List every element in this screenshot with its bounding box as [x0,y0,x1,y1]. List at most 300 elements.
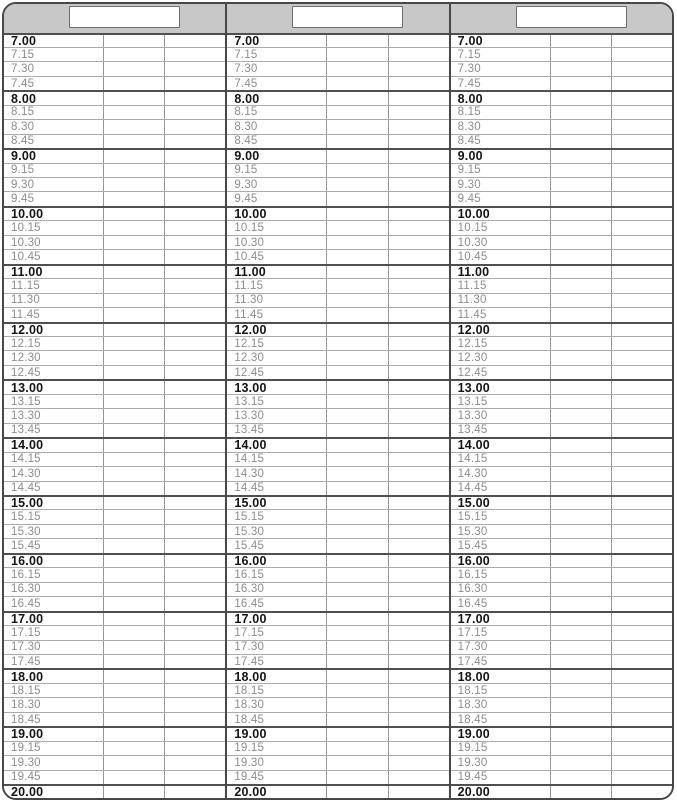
note-cell[interactable] [388,35,449,47]
note-cell[interactable] [326,35,387,47]
note-cell[interactable] [164,351,225,364]
note-cell[interactable] [611,539,672,552]
note-cell[interactable] [388,62,449,75]
note-cell[interactable] [388,208,449,220]
note-cell[interactable] [103,670,164,682]
note-cell[interactable] [326,106,387,119]
day-title-input[interactable] [292,6,403,28]
note-cell[interactable] [388,236,449,249]
note-cell[interactable] [326,92,387,104]
note-cell[interactable] [550,178,611,191]
note-cell[interactable] [103,525,164,538]
note-cell[interactable] [550,48,611,61]
note-cell[interactable] [388,510,449,523]
note-cell[interactable] [550,655,611,668]
note-cell[interactable] [550,728,611,740]
note-cell[interactable] [611,135,672,148]
note-cell[interactable] [550,279,611,292]
note-cell[interactable] [388,439,449,451]
note-cell[interactable] [550,120,611,133]
note-cell[interactable] [326,221,387,234]
note-cell[interactable] [611,62,672,75]
note-cell[interactable] [550,35,611,47]
note-cell[interactable] [326,120,387,133]
note-cell[interactable] [550,742,611,755]
note-cell[interactable] [326,742,387,755]
note-cell[interactable] [611,308,672,321]
note-cell[interactable] [611,221,672,234]
note-cell[interactable] [388,395,449,408]
note-cell[interactable] [164,35,225,47]
note-cell[interactable] [550,395,611,408]
note-cell[interactable] [388,337,449,350]
note-cell[interactable] [326,164,387,177]
note-cell[interactable] [388,453,449,466]
note-cell[interactable] [326,626,387,639]
note-cell[interactable] [611,756,672,769]
note-cell[interactable] [103,613,164,625]
note-cell[interactable] [611,120,672,133]
note-cell[interactable] [326,756,387,769]
note-cell[interactable] [164,568,225,581]
note-cell[interactable] [388,670,449,682]
note-cell[interactable] [550,626,611,639]
note-cell[interactable] [388,467,449,480]
note-cell[interactable] [388,279,449,292]
note-cell[interactable] [326,424,387,437]
note-cell[interactable] [164,525,225,538]
note-cell[interactable] [611,684,672,697]
note-cell[interactable] [164,135,225,148]
note-cell[interactable] [550,409,611,422]
note-cell[interactable] [611,626,672,639]
note-cell[interactable] [103,337,164,350]
note-cell[interactable] [611,337,672,350]
note-cell[interactable] [326,337,387,350]
note-cell[interactable] [611,324,672,336]
note-cell[interactable] [103,62,164,75]
note-cell[interactable] [611,192,672,205]
note-cell[interactable] [550,555,611,567]
note-cell[interactable] [103,568,164,581]
note-cell[interactable] [103,35,164,47]
note-cell[interactable] [550,164,611,177]
note-cell[interactable] [326,497,387,509]
note-cell[interactable] [103,366,164,379]
note-cell[interactable] [388,684,449,697]
note-cell[interactable] [164,192,225,205]
note-cell[interactable] [103,497,164,509]
note-cell[interactable] [611,728,672,740]
note-cell[interactable] [103,424,164,437]
note-cell[interactable] [388,48,449,61]
note-cell[interactable] [611,381,672,393]
note-cell[interactable] [164,279,225,292]
note-cell[interactable] [326,48,387,61]
note-cell[interactable] [103,641,164,654]
note-cell[interactable] [550,236,611,249]
note-cell[interactable] [611,266,672,278]
note-cell[interactable] [103,756,164,769]
note-cell[interactable] [326,539,387,552]
note-cell[interactable] [326,395,387,408]
note-cell[interactable] [326,698,387,711]
note-cell[interactable] [611,467,672,480]
note-cell[interactable] [164,164,225,177]
note-cell[interactable] [388,150,449,162]
note-cell[interactable] [326,613,387,625]
note-cell[interactable] [611,178,672,191]
note-cell[interactable] [550,62,611,75]
note-cell[interactable] [550,568,611,581]
note-cell[interactable] [388,409,449,422]
note-cell[interactable] [164,742,225,755]
note-cell[interactable] [388,698,449,711]
note-cell[interactable] [388,626,449,639]
note-cell[interactable] [164,482,225,495]
note-cell[interactable] [103,684,164,697]
note-cell[interactable] [164,62,225,75]
note-cell[interactable] [164,453,225,466]
note-cell[interactable] [388,568,449,581]
note-cell[interactable] [388,728,449,740]
note-cell[interactable] [550,439,611,451]
note-cell[interactable] [326,351,387,364]
note-cell[interactable] [550,713,611,726]
note-cell[interactable] [388,424,449,437]
note-cell[interactable] [550,366,611,379]
day-title-input[interactable] [69,6,180,28]
note-cell[interactable] [611,497,672,509]
note-cell[interactable] [388,294,449,307]
note-cell[interactable] [611,555,672,567]
note-cell[interactable] [611,208,672,220]
note-cell[interactable] [326,236,387,249]
note-cell[interactable] [164,684,225,697]
note-cell[interactable] [550,221,611,234]
note-cell[interactable] [550,150,611,162]
note-cell[interactable] [164,497,225,509]
note-cell[interactable] [550,583,611,596]
note-cell[interactable] [550,497,611,509]
note-cell[interactable] [326,266,387,278]
note-cell[interactable] [550,294,611,307]
note-cell[interactable] [550,698,611,711]
note-cell[interactable] [103,150,164,162]
note-cell[interactable] [326,279,387,292]
note-cell[interactable] [103,539,164,552]
note-cell[interactable] [611,613,672,625]
note-cell[interactable] [388,308,449,321]
note-cell[interactable] [326,670,387,682]
note-cell[interactable] [103,250,164,263]
note-cell[interactable] [164,236,225,249]
note-cell[interactable] [326,324,387,336]
note-cell[interactable] [326,597,387,610]
note-cell[interactable] [388,92,449,104]
note-cell[interactable] [611,713,672,726]
note-cell[interactable] [164,308,225,321]
note-cell[interactable] [164,178,225,191]
note-cell[interactable] [550,786,611,798]
note-cell[interactable] [326,308,387,321]
note-cell[interactable] [550,106,611,119]
note-cell[interactable] [326,366,387,379]
note-cell[interactable] [611,48,672,61]
note-cell[interactable] [164,597,225,610]
note-cell[interactable] [326,250,387,263]
note-cell[interactable] [388,77,449,90]
note-cell[interactable] [164,120,225,133]
note-cell[interactable] [611,77,672,90]
note-cell[interactable] [326,381,387,393]
note-cell[interactable] [326,439,387,451]
note-cell[interactable] [164,48,225,61]
note-cell[interactable] [388,120,449,133]
note-cell[interactable] [326,467,387,480]
note-cell[interactable] [103,351,164,364]
note-cell[interactable] [611,164,672,177]
note-cell[interactable] [550,771,611,784]
note-cell[interactable] [550,467,611,480]
note-cell[interactable] [103,106,164,119]
note-cell[interactable] [164,439,225,451]
note-cell[interactable] [103,279,164,292]
note-cell[interactable] [550,510,611,523]
note-cell[interactable] [326,568,387,581]
note-cell[interactable] [388,221,449,234]
note-cell[interactable] [103,698,164,711]
note-cell[interactable] [611,670,672,682]
note-cell[interactable] [164,324,225,336]
note-cell[interactable] [550,250,611,263]
note-cell[interactable] [611,409,672,422]
note-cell[interactable] [550,613,611,625]
note-cell[interactable] [388,713,449,726]
note-cell[interactable] [164,208,225,220]
note-cell[interactable] [611,106,672,119]
note-cell[interactable] [103,655,164,668]
note-cell[interactable] [326,409,387,422]
note-cell[interactable] [164,92,225,104]
note-cell[interactable] [326,192,387,205]
note-cell[interactable] [164,670,225,682]
note-cell[interactable] [388,613,449,625]
note-cell[interactable] [388,192,449,205]
note-cell[interactable] [164,221,225,234]
note-cell[interactable] [388,771,449,784]
note-cell[interactable] [164,395,225,408]
note-cell[interactable] [326,135,387,148]
note-cell[interactable] [611,250,672,263]
note-cell[interactable] [103,409,164,422]
note-cell[interactable] [611,294,672,307]
note-cell[interactable] [164,756,225,769]
note-cell[interactable] [550,324,611,336]
note-cell[interactable] [611,92,672,104]
note-cell[interactable] [103,467,164,480]
note-cell[interactable] [388,381,449,393]
note-cell[interactable] [550,525,611,538]
note-cell[interactable] [611,655,672,668]
note-cell[interactable] [164,641,225,654]
note-cell[interactable] [164,294,225,307]
note-cell[interactable] [103,771,164,784]
note-cell[interactable] [103,135,164,148]
note-cell[interactable] [550,381,611,393]
note-cell[interactable] [103,597,164,610]
note-cell[interactable] [550,77,611,90]
note-cell[interactable] [550,351,611,364]
note-cell[interactable] [103,208,164,220]
note-cell[interactable] [103,48,164,61]
note-cell[interactable] [388,351,449,364]
note-cell[interactable] [611,366,672,379]
note-cell[interactable] [103,92,164,104]
note-cell[interactable] [611,583,672,596]
note-cell[interactable] [326,786,387,798]
note-cell[interactable] [388,655,449,668]
note-cell[interactable] [388,324,449,336]
note-cell[interactable] [103,324,164,336]
note-cell[interactable] [388,786,449,798]
note-cell[interactable] [103,583,164,596]
note-cell[interactable] [611,150,672,162]
note-cell[interactable] [103,395,164,408]
note-cell[interactable] [164,539,225,552]
note-cell[interactable] [164,613,225,625]
note-cell[interactable] [164,626,225,639]
note-cell[interactable] [103,221,164,234]
note-cell[interactable] [164,467,225,480]
note-cell[interactable] [326,150,387,162]
note-cell[interactable] [164,655,225,668]
note-cell[interactable] [388,756,449,769]
note-cell[interactable] [326,208,387,220]
note-cell[interactable] [103,742,164,755]
note-cell[interactable] [550,266,611,278]
note-cell[interactable] [103,786,164,798]
note-cell[interactable] [326,525,387,538]
note-cell[interactable] [164,583,225,596]
note-cell[interactable] [611,35,672,47]
note-cell[interactable] [164,771,225,784]
note-cell[interactable] [164,77,225,90]
note-cell[interactable] [103,555,164,567]
note-cell[interactable] [388,482,449,495]
note-cell[interactable] [103,308,164,321]
note-cell[interactable] [326,294,387,307]
note-cell[interactable] [326,178,387,191]
note-cell[interactable] [550,135,611,148]
note-cell[interactable] [103,510,164,523]
note-cell[interactable] [550,482,611,495]
note-cell[interactable] [550,337,611,350]
note-cell[interactable] [611,236,672,249]
note-cell[interactable] [550,424,611,437]
note-cell[interactable] [388,250,449,263]
note-cell[interactable] [388,135,449,148]
note-cell[interactable] [388,178,449,191]
note-cell[interactable] [326,583,387,596]
note-cell[interactable] [326,655,387,668]
note-cell[interactable] [164,366,225,379]
note-cell[interactable] [326,728,387,740]
note-cell[interactable] [164,728,225,740]
note-cell[interactable] [550,641,611,654]
note-cell[interactable] [611,641,672,654]
note-cell[interactable] [164,698,225,711]
note-cell[interactable] [550,192,611,205]
note-cell[interactable] [611,351,672,364]
note-cell[interactable] [550,308,611,321]
note-cell[interactable] [611,453,672,466]
note-cell[interactable] [164,786,225,798]
note-cell[interactable] [103,236,164,249]
note-cell[interactable] [388,539,449,552]
note-cell[interactable] [103,294,164,307]
note-cell[interactable] [326,453,387,466]
note-cell[interactable] [103,482,164,495]
note-cell[interactable] [550,92,611,104]
note-cell[interactable] [103,164,164,177]
note-cell[interactable] [550,597,611,610]
note-cell[interactable] [103,381,164,393]
note-cell[interactable] [326,771,387,784]
note-cell[interactable] [164,250,225,263]
note-cell[interactable] [611,771,672,784]
note-cell[interactable] [326,62,387,75]
note-cell[interactable] [388,366,449,379]
note-cell[interactable] [388,583,449,596]
note-cell[interactable] [611,568,672,581]
note-cell[interactable] [611,395,672,408]
note-cell[interactable] [611,482,672,495]
note-cell[interactable] [103,626,164,639]
note-cell[interactable] [164,150,225,162]
note-cell[interactable] [164,424,225,437]
note-cell[interactable] [103,439,164,451]
note-cell[interactable] [550,539,611,552]
note-cell[interactable] [103,192,164,205]
note-cell[interactable] [388,497,449,509]
note-cell[interactable] [550,670,611,682]
note-cell[interactable] [388,597,449,610]
note-cell[interactable] [103,453,164,466]
note-cell[interactable] [388,266,449,278]
note-cell[interactable] [550,453,611,466]
note-cell[interactable] [164,713,225,726]
note-cell[interactable] [164,555,225,567]
note-cell[interactable] [550,684,611,697]
note-cell[interactable] [164,409,225,422]
note-cell[interactable] [326,555,387,567]
note-cell[interactable] [103,266,164,278]
note-cell[interactable] [103,728,164,740]
note-cell[interactable] [388,525,449,538]
note-cell[interactable] [103,77,164,90]
note-cell[interactable] [103,120,164,133]
note-cell[interactable] [550,208,611,220]
note-cell[interactable] [611,525,672,538]
note-cell[interactable] [388,164,449,177]
note-cell[interactable] [388,641,449,654]
note-cell[interactable] [326,713,387,726]
note-cell[interactable] [164,510,225,523]
note-cell[interactable] [611,439,672,451]
note-cell[interactable] [550,756,611,769]
note-cell[interactable] [164,106,225,119]
